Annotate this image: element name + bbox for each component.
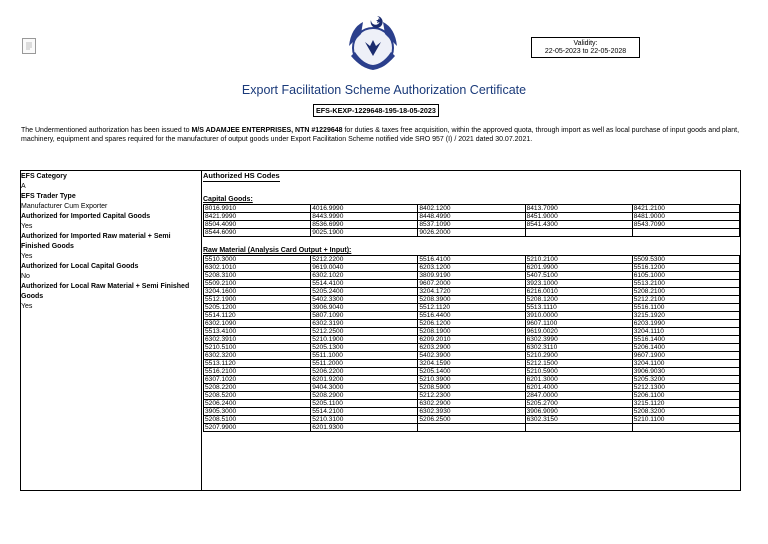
- table-row: [204, 296, 740, 304]
- hs-code-cell: 5208.2100: [632, 288, 739, 296]
- field-value: A: [21, 183, 26, 190]
- hs-code-cell: 5212.2100: [632, 296, 739, 304]
- hs-code-cell: 5205.2700: [525, 400, 632, 408]
- raw-material-table: [203, 255, 740, 432]
- hs-code-cell: [632, 229, 739, 237]
- hs-code-cell: 6302.1090: [204, 320, 311, 328]
- hs-code-cell: 5512.1900: [204, 296, 311, 304]
- hs-code-cell: 6201.4000: [525, 384, 632, 392]
- hs-code-cell: 2847.0000: [525, 392, 632, 400]
- hs-code-cell: 6302.2900: [418, 400, 525, 408]
- hs-code-cell: 5509.2100: [204, 280, 311, 288]
- hs-code-cell: 8413.7090: [525, 205, 632, 213]
- table-row: [204, 368, 740, 376]
- hs-code-cell: 5511.2000: [311, 360, 418, 368]
- hs-code-cell: 3923.1000: [525, 280, 632, 288]
- hs-code-cell: 5212.1300: [632, 384, 739, 392]
- hs-code-cell: 8443.9990: [311, 213, 418, 221]
- table-row: [204, 360, 740, 368]
- hs-code-cell: 6302.3910: [204, 336, 311, 344]
- table-row: [204, 320, 740, 328]
- field-value: Yes: [21, 303, 33, 310]
- hs-code-cell: 5513.1110: [525, 304, 632, 312]
- validity-range: 22-05-2023 to 22-05-2028: [544, 48, 627, 55]
- hs-code-cell: 6203.1200: [418, 264, 525, 272]
- hs-code-cell: 5212.2300: [418, 392, 525, 400]
- hs-code-cell: 3204.1110: [632, 328, 739, 336]
- certificate-title: Export Facilitation Scheme Authorization Certificate: [241, 83, 527, 97]
- hs-code-cell: 5208.5200: [204, 392, 311, 400]
- hs-code-cell: 5514.2100: [311, 408, 418, 416]
- hs-code-cell: 5511.1000: [311, 352, 418, 360]
- hs-code-cell: 6201.9900: [525, 264, 632, 272]
- field-value: Manufacturer Cum Exporter: [21, 203, 108, 210]
- hs-code-cell: 6201.9200: [311, 376, 418, 384]
- hs-code-cell: 3204.1720: [418, 288, 525, 296]
- hs-code-cell: 6302.3110: [525, 344, 632, 352]
- hs-code-cell: 9025.1900: [311, 229, 418, 237]
- hs-code-cell: 8537.1090: [418, 221, 525, 229]
- hs-code-cell: 6302.3190: [311, 320, 418, 328]
- hs-code-cell: 5206.1400: [632, 344, 739, 352]
- table-row: [204, 400, 740, 408]
- field-value: Yes: [21, 253, 33, 260]
- hs-code-cell: 5212.2200: [311, 256, 418, 264]
- table-row: [204, 304, 740, 312]
- hs-code-cell: 5514.1120: [204, 312, 311, 320]
- hs-code-cell: 5210.2100: [525, 256, 632, 264]
- hs-code-cell: 9607.2000: [418, 280, 525, 288]
- field-label: Authorized for Local Raw Material + Semi Finished Goods: [21, 283, 190, 300]
- hs-code-cell: 5516.1200: [632, 264, 739, 272]
- hs-code-cell: 5402.3900: [418, 352, 525, 360]
- hs-code-cell: 5212.1500: [525, 360, 632, 368]
- table-row: [204, 376, 740, 384]
- table-row: [204, 392, 740, 400]
- hs-code-cell: 4016.9990: [311, 205, 418, 213]
- hs-code-cell: 5208.3900: [418, 296, 525, 304]
- hs-code-cell: 5207.9900: [204, 424, 311, 432]
- hs-code-cell: 8421.9990: [204, 213, 311, 221]
- hs-code-cell: 3204.1100: [632, 360, 739, 368]
- hs-code-cell: 6105.1000: [632, 272, 739, 280]
- hs-code-cell: 5212.2500: [311, 328, 418, 336]
- hs-code-cell: 8421.2100: [632, 205, 739, 213]
- efs-fields: [21, 172, 199, 312]
- hs-code-cell: 9026.2000: [418, 229, 525, 237]
- hs-code-cell: 6209.2010: [418, 336, 525, 344]
- table-row: [204, 384, 740, 392]
- hs-code-cell: 5402.3300: [311, 296, 418, 304]
- hs-codes-section: [203, 170, 740, 432]
- hs-code-cell: 3215.1120: [632, 400, 739, 408]
- intro-text-pre: The Undermentioned authorization has been issued to: [21, 127, 192, 134]
- hs-code-cell: 6201.9300: [311, 424, 418, 432]
- table-row: [204, 272, 740, 280]
- raw-material-label: Raw Material (Analysis Card Output + Input):: [203, 247, 352, 254]
- hs-code-cell: 3906.9090: [525, 408, 632, 416]
- field-value: No: [21, 273, 30, 280]
- hs-code-cell: 5208.5900: [418, 384, 525, 392]
- hs-codes-title: Authorized HS Codes: [203, 171, 280, 180]
- table-row: [204, 205, 740, 213]
- hs-code-cell: 5210.1100: [632, 416, 739, 424]
- hs-code-cell: 5205.1200: [204, 304, 311, 312]
- hs-code-cell: 3809.9190: [418, 272, 525, 280]
- hs-code-cell: 6302.3990: [525, 336, 632, 344]
- hs-code-cell: 3204.1600: [204, 288, 311, 296]
- field-label: Authorized for Imported Capital Goods: [21, 213, 151, 220]
- hs-code-cell: 8481.9000: [632, 213, 739, 221]
- hs-code-cell: 6307.1020: [204, 376, 311, 384]
- hs-code-cell: [418, 424, 525, 432]
- hs-code-cell: [632, 424, 739, 432]
- hs-code-cell: 8448.4990: [418, 213, 525, 221]
- hs-code-cell: 5208.5100: [204, 416, 311, 424]
- hs-code-cell: 9619.0020: [525, 328, 632, 336]
- hs-code-cell: 8016.9910: [204, 205, 311, 213]
- hs-code-cell: 5205.1300: [311, 344, 418, 352]
- hs-code-cell: 5516.4400: [418, 312, 525, 320]
- table-row: [204, 221, 740, 229]
- hs-code-cell: 5208.3200: [632, 408, 739, 416]
- hs-code-cell: 3906.9030: [632, 368, 739, 376]
- hs-code-cell: 8504.4090: [204, 221, 311, 229]
- intro-paragraph: [21, 126, 749, 144]
- hs-code-cell: 5510.3000: [204, 256, 311, 264]
- validity-box: [531, 37, 640, 58]
- hs-code-cell: 3215.1920: [632, 312, 739, 320]
- hs-code-cell: 5210.3100: [311, 416, 418, 424]
- field-label: Authorized for Local Capital Goods: [21, 263, 139, 270]
- field-label: EFS Category: [21, 173, 67, 180]
- document-icon: [22, 38, 36, 54]
- table-row: [204, 416, 740, 424]
- table-row: [204, 229, 740, 237]
- hs-code-cell: 9404.3000: [311, 384, 418, 392]
- government-emblem: [341, 12, 405, 76]
- hs-code-cell: 5512.1120: [418, 304, 525, 312]
- hs-code-cell: 5509.5300: [632, 256, 739, 264]
- hs-code-cell: 5513.2100: [632, 280, 739, 288]
- field-label: Authorized for Imported Raw material + Semi Finished Goods: [21, 233, 171, 250]
- hs-code-cell: 5210.3900: [418, 376, 525, 384]
- hs-code-cell: 8536.6990: [311, 221, 418, 229]
- validity-label: Validity:: [573, 40, 598, 47]
- hs-code-cell: 9607.1900: [632, 352, 739, 360]
- hs-code-cell: 6203.2900: [418, 344, 525, 352]
- hs-code-cell: 8451.9000: [525, 213, 632, 221]
- hs-code-cell: 5513.1120: [204, 360, 311, 368]
- hs-code-cell: 5516.1100: [632, 304, 739, 312]
- hs-code-cell: 5807.1090: [311, 312, 418, 320]
- hs-code-cell: 5210.5100: [204, 344, 311, 352]
- hs-code-cell: 9607.1100: [525, 320, 632, 328]
- hs-code-cell: 6201.3000: [525, 376, 632, 384]
- hs-code-cell: 6302.1010: [204, 264, 311, 272]
- hs-code-cell: 8541.4300: [525, 221, 632, 229]
- hs-code-cell: 5208.1900: [418, 328, 525, 336]
- hs-code-cell: 6302.1020: [311, 272, 418, 280]
- hs-code-cell: 5206.2200: [311, 368, 418, 376]
- hs-code-cell: 6203.1990: [632, 320, 739, 328]
- table-row: [204, 312, 740, 320]
- hs-code-cell: 5208.3100: [204, 272, 311, 280]
- table-row: [204, 264, 740, 272]
- hs-code-cell: [525, 229, 632, 237]
- hs-code-cell: 5208.2200: [204, 384, 311, 392]
- hs-code-cell: 5208.2900: [311, 392, 418, 400]
- hs-code-cell: 5206.2500: [418, 416, 525, 424]
- capital-goods-label: Capital Goods:: [203, 196, 253, 203]
- hs-code-cell: 6216.0010: [525, 288, 632, 296]
- hs-code-cell: 5205.2400: [311, 288, 418, 296]
- hs-code-cell: 5516.4100: [418, 256, 525, 264]
- table-row: [204, 408, 740, 416]
- hs-code-cell: 6302.3200: [204, 352, 311, 360]
- intro-company: M/S ADAMJEE ENTERPRISES, NTN #1229648: [191, 127, 343, 134]
- hs-code-cell: 5210.5900: [525, 368, 632, 376]
- certificate-number: EFS-KEXP-1229648-195-18-05-2023: [313, 104, 439, 117]
- field-value: Yes: [21, 223, 33, 230]
- hs-code-cell: 5205.3200: [632, 376, 739, 384]
- hs-code-cell: 6302.3150: [525, 416, 632, 424]
- hs-code-cell: 5210.2900: [525, 352, 632, 360]
- hs-code-cell: 5407.5100: [525, 272, 632, 280]
- hs-code-cell: 5206.1100: [632, 392, 739, 400]
- hs-code-cell: [525, 424, 632, 432]
- table-row: [204, 424, 740, 432]
- hs-code-cell: 3910.0000: [525, 312, 632, 320]
- table-row: [204, 352, 740, 360]
- hs-code-cell: 8402.1200: [418, 205, 525, 213]
- hs-code-cell: 5205.1100: [311, 400, 418, 408]
- hs-code-cell: 3204.1590: [418, 360, 525, 368]
- hs-code-cell: 3905.3000: [204, 408, 311, 416]
- table-row: [204, 344, 740, 352]
- table-row: [204, 288, 740, 296]
- hs-code-cell: 8543.7090: [632, 221, 739, 229]
- hs-code-cell: 5516.2100: [204, 368, 311, 376]
- table-row: [204, 328, 740, 336]
- hs-code-cell: 5514.4100: [311, 280, 418, 288]
- hs-code-cell: 5208.1200: [525, 296, 632, 304]
- hs-code-cell: 5205.1400: [418, 368, 525, 376]
- hs-code-cell: 9619.0040: [311, 264, 418, 272]
- hs-code-cell: 6302.3930: [418, 408, 525, 416]
- table-row: [204, 256, 740, 264]
- table-row: [204, 280, 740, 288]
- hs-code-cell: 8544.6090: [204, 229, 311, 237]
- hs-code-cell: 5210.1900: [311, 336, 418, 344]
- hs-code-cell: 5516.1400: [632, 336, 739, 344]
- hs-code-cell: 5206.2400: [204, 400, 311, 408]
- hs-code-cell: 5206.1200: [418, 320, 525, 328]
- hs-code-cell: 3906.9040: [311, 304, 418, 312]
- hs-code-cell: 5513.4100: [204, 328, 311, 336]
- table-row: [204, 336, 740, 344]
- table-row: [204, 213, 740, 221]
- intro-text-post: for duties & taxes free acquisition, within the approved quota, through import as well as local purchase of input goods and plant, machinery, equipment and spares required for the manufacturer of output goods under Export Facilitation Scheme notified vide SRO 957 (I) / 2021 dated 30.07.2021.: [21, 127, 740, 143]
- field-label: EFS Trader Type: [21, 193, 76, 200]
- capital-goods-table: [203, 204, 740, 237]
